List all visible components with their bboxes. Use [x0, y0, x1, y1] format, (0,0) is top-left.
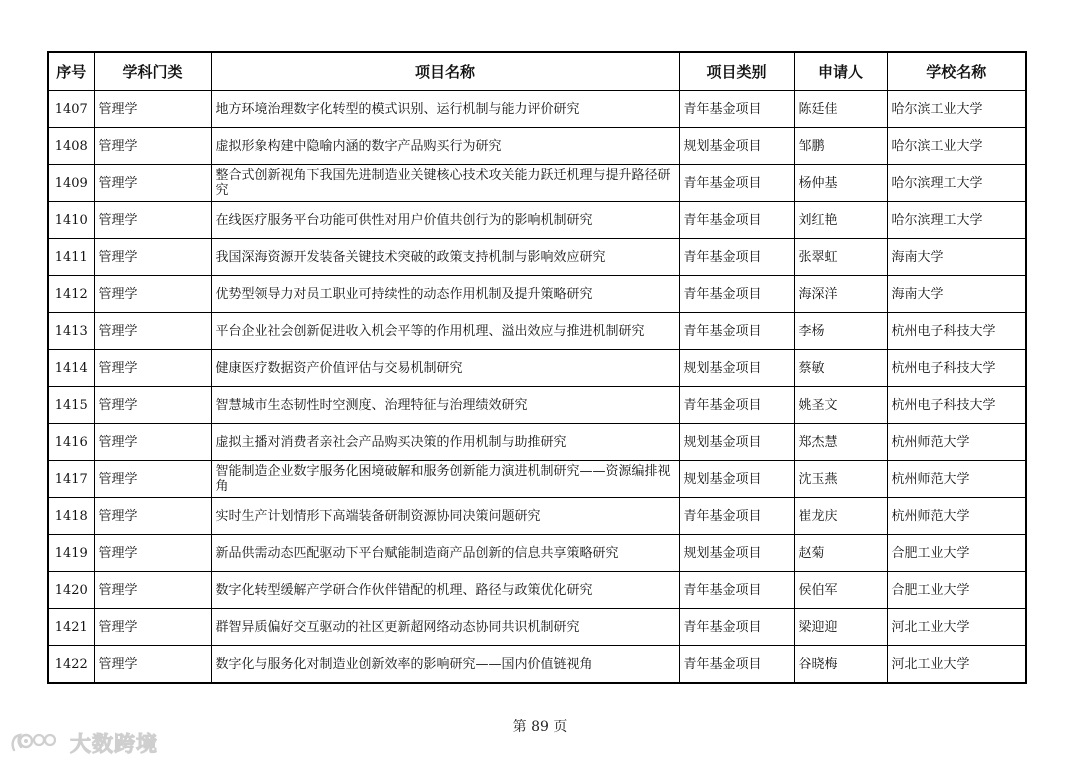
cell-school: 杭州师范大学 [887, 424, 1026, 461]
cell-school: 杭州师范大学 [887, 498, 1026, 535]
cell-discipline: 管理学 [94, 461, 211, 498]
header-discipline: 学科门类 [94, 52, 211, 91]
cell-discipline: 管理学 [94, 424, 211, 461]
cell-school: 杭州电子科技大学 [887, 350, 1026, 387]
cell-title: 虚拟形象构建中隐喻内涵的数字产品购买行为研究 [211, 128, 679, 165]
cell-no: 1409 [48, 165, 94, 202]
cell-school: 杭州电子科技大学 [887, 387, 1026, 424]
cell-school: 杭州师范大学 [887, 461, 1026, 498]
cell-no: 1415 [48, 387, 94, 424]
cell-title: 健康医疗数据资产价值评估与交易机制研究 [211, 350, 679, 387]
cell-school: 哈尔滨工业大学 [887, 91, 1026, 128]
cell-discipline: 管理学 [94, 535, 211, 572]
cell-applicant: 崔龙庆 [794, 498, 887, 535]
brand-logo-icon [10, 730, 64, 756]
cell-discipline: 管理学 [94, 128, 211, 165]
cell-applicant: 侯伯军 [794, 572, 887, 609]
cell-title: 智能制造企业数字服务化困境破解和服务创新能力演进机制研究——资源编排视角 [211, 461, 679, 498]
cell-category: 青年基金项目 [679, 165, 794, 202]
cell-category: 青年基金项目 [679, 313, 794, 350]
cell-category: 青年基金项目 [679, 387, 794, 424]
cell-title: 新品供需动态匹配驱动下平台赋能制造商产品创新的信息共享策略研究 [211, 535, 679, 572]
cell-applicant: 赵菊 [794, 535, 887, 572]
cell-applicant: 李杨 [794, 313, 887, 350]
cell-applicant: 梁迎迎 [794, 609, 887, 646]
table-row [48, 202, 1026, 239]
cell-no: 1417 [48, 461, 94, 498]
cell-title: 地方环境治理数字化转型的模式识别、运行机制与能力评价研究 [211, 91, 679, 128]
cell-category: 规划基金项目 [679, 424, 794, 461]
cell-title: 虚拟主播对消费者亲社会产品购买决策的作用机制与助推研究 [211, 424, 679, 461]
cell-discipline: 管理学 [94, 165, 211, 202]
page-number: 第 89 页 [512, 719, 568, 735]
cell-title: 整合式创新视角下我国先进制造业关键核心技术攻关能力跃迁机理与提升路径研究 [211, 165, 679, 202]
table-row [48, 350, 1026, 387]
cell-category: 青年基金项目 [679, 202, 794, 239]
cell-school: 合肥工业大学 [887, 572, 1026, 609]
cell-discipline: 管理学 [94, 276, 211, 313]
table-row [48, 313, 1026, 350]
header-applicant: 申请人 [794, 52, 887, 91]
cell-no: 1411 [48, 239, 94, 276]
cell-category: 青年基金项目 [679, 572, 794, 609]
table-row [48, 128, 1026, 165]
cell-no: 1419 [48, 535, 94, 572]
cell-no: 1421 [48, 609, 94, 646]
cell-discipline: 管理学 [94, 91, 211, 128]
cell-no: 1408 [48, 128, 94, 165]
table-row [48, 498, 1026, 535]
cell-category: 青年基金项目 [679, 646, 794, 684]
cell-discipline: 管理学 [94, 239, 211, 276]
cell-title: 数字化与服务化对制造业创新效率的影响研究——国内价值链视角 [211, 646, 679, 684]
header-row [48, 52, 1026, 91]
cell-school: 海南大学 [887, 276, 1026, 313]
grant-table [47, 51, 1027, 684]
cell-discipline: 管理学 [94, 572, 211, 609]
cell-no: 1418 [48, 498, 94, 535]
cell-school: 哈尔滨理工大学 [887, 165, 1026, 202]
cell-applicant: 邹鹏 [794, 128, 887, 165]
cell-category: 规划基金项目 [679, 128, 794, 165]
table-row [48, 572, 1026, 609]
table-row [48, 165, 1026, 202]
cell-applicant: 陈廷佳 [794, 91, 887, 128]
table-row [48, 609, 1026, 646]
table-header [48, 52, 1026, 91]
cell-title: 数字化转型缓解产学研合作伙伴错配的机理、路径与政策优化研究 [211, 572, 679, 609]
cell-category: 规划基金项目 [679, 350, 794, 387]
table-body [48, 91, 1026, 684]
cell-category: 青年基金项目 [679, 609, 794, 646]
cell-title: 群智异质偏好交互驱动的社区更新超网络动态协同共识机制研究 [211, 609, 679, 646]
cell-applicant: 郑杰慧 [794, 424, 887, 461]
cell-applicant: 姚圣文 [794, 387, 887, 424]
header-title: 项目名称 [211, 52, 679, 91]
table-row [48, 239, 1026, 276]
cell-no: 1416 [48, 424, 94, 461]
table-row [48, 387, 1026, 424]
cell-school: 河北工业大学 [887, 609, 1026, 646]
cell-category: 青年基金项目 [679, 239, 794, 276]
cell-discipline: 管理学 [94, 498, 211, 535]
cell-title: 平台企业社会创新促进收入机会平等的作用机理、溢出效应与推进机制研究 [211, 313, 679, 350]
header-school: 学校名称 [887, 52, 1026, 91]
cell-category: 青年基金项目 [679, 498, 794, 535]
cell-applicant: 海深洋 [794, 276, 887, 313]
watermark-text: 大数跨境 [70, 732, 158, 756]
table-row [48, 91, 1026, 128]
cell-applicant: 杨仲基 [794, 165, 887, 202]
watermark [10, 728, 158, 758]
cell-title: 我国深海资源开发装备关键技术突破的政策支持机制与影响效应研究 [211, 239, 679, 276]
cell-school: 海南大学 [887, 239, 1026, 276]
cell-applicant: 沈玉燕 [794, 461, 887, 498]
cell-discipline: 管理学 [94, 350, 211, 387]
cell-discipline: 管理学 [94, 646, 211, 684]
cell-applicant: 谷晓梅 [794, 646, 887, 684]
cell-no: 1410 [48, 202, 94, 239]
cell-discipline: 管理学 [94, 313, 211, 350]
cell-discipline: 管理学 [94, 202, 211, 239]
cell-title: 智慧城市生态韧性时空测度、治理特征与治理绩效研究 [211, 387, 679, 424]
cell-no: 1414 [48, 350, 94, 387]
cell-category: 青年基金项目 [679, 91, 794, 128]
cell-no: 1420 [48, 572, 94, 609]
cell-school: 杭州电子科技大学 [887, 313, 1026, 350]
cell-school: 合肥工业大学 [887, 535, 1026, 572]
cell-no: 1422 [48, 646, 94, 684]
cell-category: 规划基金项目 [679, 461, 794, 498]
header-category: 项目类别 [679, 52, 794, 91]
cell-category: 规划基金项目 [679, 535, 794, 572]
cell-discipline: 管理学 [94, 387, 211, 424]
cell-school: 哈尔滨理工大学 [887, 202, 1026, 239]
cell-school: 哈尔滨工业大学 [887, 128, 1026, 165]
cell-title: 实时生产计划情形下高端装备研制资源协同决策问题研究 [211, 498, 679, 535]
table-row [48, 646, 1026, 684]
table-row [48, 276, 1026, 313]
cell-title: 优势型领导力对员工职业可持续性的动态作用机制及提升策略研究 [211, 276, 679, 313]
cell-title: 在线医疗服务平台功能可供性对用户价值共创行为的影响机制研究 [211, 202, 679, 239]
cell-discipline: 管理学 [94, 609, 211, 646]
cell-applicant: 刘红艳 [794, 202, 887, 239]
cell-applicant: 张翠虹 [794, 239, 887, 276]
cell-applicant: 蔡敏 [794, 350, 887, 387]
header-no: 序号 [48, 52, 94, 91]
cell-no: 1412 [48, 276, 94, 313]
table-row [48, 535, 1026, 572]
cell-no: 1413 [48, 313, 94, 350]
cell-school: 河北工业大学 [887, 646, 1026, 684]
table-row [48, 461, 1026, 498]
table-row [48, 424, 1026, 461]
cell-category: 青年基金项目 [679, 276, 794, 313]
cell-no: 1407 [48, 91, 94, 128]
